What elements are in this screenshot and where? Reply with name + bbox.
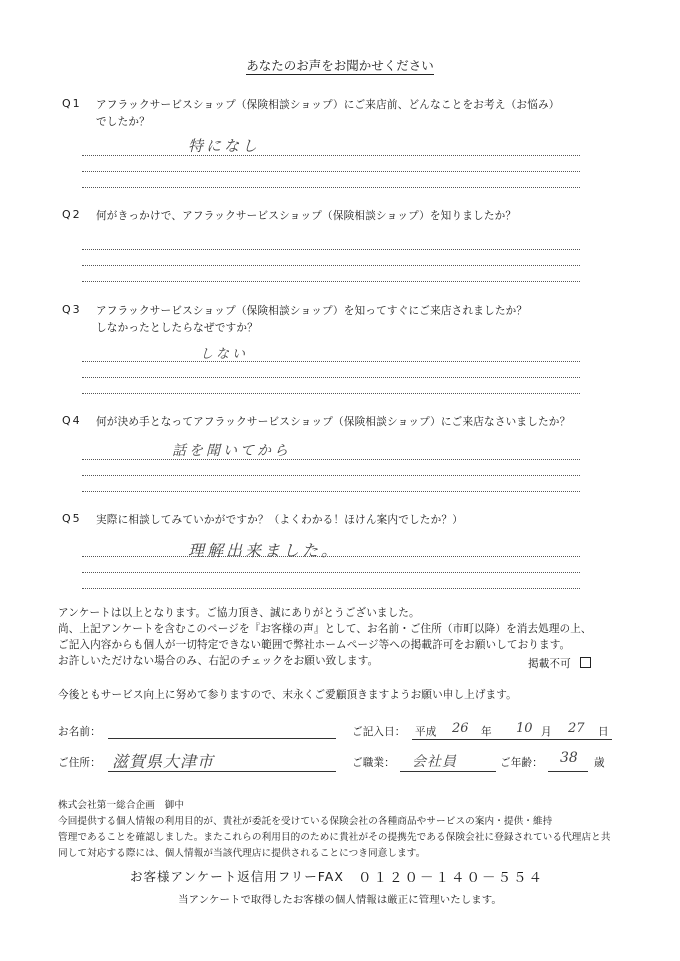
date-field[interactable]	[412, 739, 612, 740]
question-number: Q5	[62, 512, 82, 525]
question-number: Q1	[62, 97, 82, 110]
age-field[interactable]	[548, 771, 588, 772]
question-text: アフラックサービスショップ（保険相談ショップ）を知ってすぐにご来店されましたか？	[96, 305, 528, 317]
month-label: 月	[541, 726, 552, 738]
name-label: お名前：	[58, 726, 101, 738]
handwritten-answer: 特になし	[188, 137, 261, 155]
publish-refusal-label: 掲載不可	[528, 658, 571, 670]
handwritten-answer: しない	[200, 347, 249, 362]
year-label: 年	[481, 726, 492, 738]
answer-line	[82, 393, 580, 394]
date-year-value: 26	[452, 721, 469, 736]
age-label: ご年齢：	[500, 757, 543, 769]
address-value: 滋賀県大津市	[112, 752, 215, 771]
notice-line: 尚、上記アンケートを含むこのページを『お客様の声』として、お名前・ご住所（市町以降）を消去処理の上、	[58, 623, 592, 635]
name-field[interactable]	[108, 738, 336, 739]
question-number: Q4	[62, 414, 82, 427]
handwritten-answer: 理解出来ました。	[188, 541, 341, 560]
question-text: アフラックサービスショップ（保険相談ショップ）にご来店前、どんなことをお考え（お悩み）	[96, 99, 560, 111]
question-text-cont: でしたか？	[96, 116, 150, 128]
privacy-text: 管理であることを確認しました。またこれらの利用目的のために貴社がその提携先である保険会社に登録されている代理店と共	[58, 832, 611, 843]
answer-line	[82, 377, 580, 378]
answer-line	[82, 281, 580, 282]
answer-line	[82, 187, 580, 188]
answer-line	[82, 171, 580, 172]
question-text: 何がきっかけで、アフラックサービスショップ（保険相談ショップ）を知りましたか？	[96, 210, 517, 222]
age-value: 38	[560, 750, 578, 766]
answer-line	[82, 475, 580, 476]
date-era: 平成	[415, 726, 437, 738]
address-label: ご住所：	[58, 757, 101, 769]
fax-number: ０１２０－１４０－５５４	[358, 870, 544, 886]
notice-line: ご記入内容からも個人が一切特定できない範囲で弊社ホームページ等への掲載許可をお願いしております。	[58, 639, 571, 651]
question-number: Q3	[62, 303, 82, 316]
date-day-value: 27	[568, 721, 585, 736]
date-month-value: 10	[516, 721, 533, 736]
handwritten-answer: 話を聞いてから	[172, 443, 291, 459]
job-value: 会社員	[412, 754, 457, 770]
answer-line	[82, 459, 580, 460]
answer-line	[82, 249, 580, 250]
answer-line	[82, 556, 580, 557]
publish-refusal-checkbox[interactable]	[580, 657, 591, 668]
fax-label: お客様アンケート返信用フリーFAX	[130, 869, 344, 884]
notice-line: アンケートは以上となります。ご協力頂き、誠にありがとうございました。	[58, 607, 420, 619]
job-field[interactable]	[400, 771, 496, 772]
answer-line	[82, 265, 580, 266]
notice-line: お許しいただけない場合のみ、右記のチェックをお願い致します。	[58, 655, 379, 667]
address-field[interactable]	[108, 771, 336, 772]
date-label: ご記入日：	[352, 726, 406, 738]
answer-line	[82, 588, 580, 589]
question-text-cont: しなかったとしたらなぜですか？	[96, 322, 258, 334]
age-unit: 歳	[594, 757, 605, 769]
answer-line	[82, 572, 580, 573]
answer-line	[82, 361, 580, 362]
day-label: 日	[598, 726, 609, 738]
page-title: あなたのお声をお聞かせください	[246, 58, 434, 73]
answer-line	[82, 155, 580, 156]
privacy-text: 同して対応する際には、個人情報が当該代理店に提供されることにつき同意します。	[58, 848, 426, 859]
privacy-text: 今回提供する個人情報の利用目的が、貴社が委託を受けている保険会社の各種商品やサービスの案内・提供・維持	[58, 816, 553, 827]
job-label: ご職業：	[352, 757, 395, 769]
answer-line	[82, 491, 580, 492]
question-text: 実際に相談してみていかがですか？（よくわかる！ほけん案内でしたか？）	[96, 514, 463, 526]
question-text: 何が決め手となってアフラックサービスショップ（保険相談ショップ）にご来店なさいましたか？	[96, 416, 571, 428]
question-number: Q2	[62, 208, 82, 221]
company-name: 株式会社第一総合企画 御中	[58, 800, 185, 811]
privacy-management-note: 当アンケートで取得したお客様の個人情報は厳正に管理いたします。	[178, 894, 502, 906]
closing-message: 今後ともサービス向上に努めて参りますので、末永くご愛顧頂きますようお願い申し上げます。	[58, 689, 517, 701]
